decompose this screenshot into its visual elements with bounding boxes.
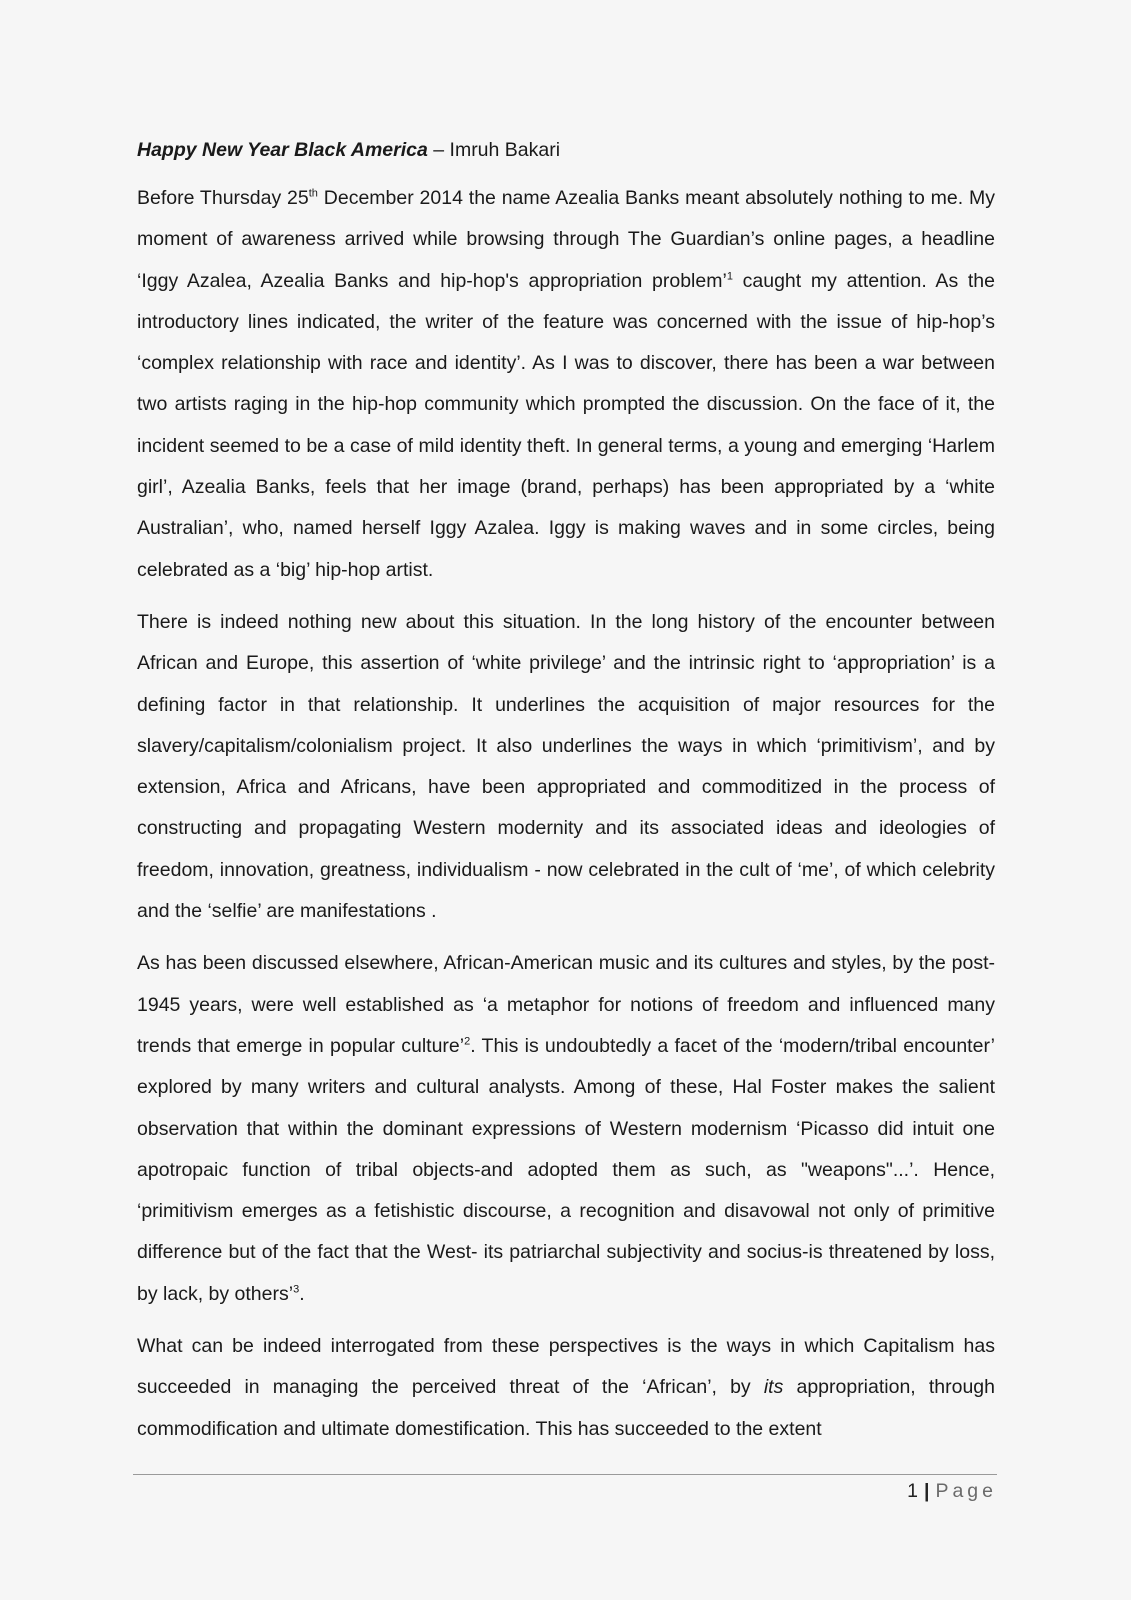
paragraph-text: As has been discussed elsewhere, African-American music and its cultures and styles, by the post-1945 years, were well established as ‘a metaphor for notions of freedom and influenced many trends that emerge in popular culture’: [137, 952, 995, 1057]
page-label: Page: [935, 1480, 997, 1502]
footer-separator: |: [923, 1480, 930, 1502]
footnote-marker: th: [308, 187, 318, 200]
paragraph-text: appropriation, through commodification and ultimate domestification. This has succeeded to the extent: [137, 1376, 995, 1440]
paragraph-text: What can be indeed interrogated from these perspectives is the ways in which Capitalism has succeeded in managing the perceived threat of the ‘African’, by: [137, 1335, 995, 1399]
footnote-marker: 3: [293, 1283, 300, 1296]
footnote-marker: 1: [726, 270, 733, 283]
document-author: Imruh Bakari: [449, 139, 561, 161]
emphasis-text: its: [763, 1376, 784, 1399]
footnote-marker: 2: [464, 1035, 471, 1048]
document-body: [137, 178, 995, 1450]
paragraph-text: caught my attention. As the introductory lines indicated, the writer of the feature was concerned with the issue of hip-hop’s ‘complex relationship with race and identity’. As I was to discover, there has been a war between two artists raging in the hip-hop community which prompted the discussion. On the face of it, the incident seemed to be a case of mild identity theft. In general terms, a young and emerging ‘Harlem girl’, Azealia Banks, feels that her image (brand, perhaps) has been appropriated by a ‘white Australian’, who, named herself Iggy Azalea. Iggy is making waves and in some circles, being celebrated as a ‘big’ hip-hop artist.: [137, 269, 995, 581]
document-title: Happy New Year Black America: [137, 139, 428, 161]
page-footer: [907, 1480, 997, 1503]
document-heading: [137, 134, 995, 166]
paragraph-text: Before Thursday 25: [137, 187, 309, 209]
title-separator: –: [427, 139, 450, 161]
document-page: [137, 134, 995, 1461]
paragraph: [137, 943, 995, 1315]
paragraph: [137, 1326, 995, 1450]
footer-divider: [133, 1474, 997, 1475]
paragraph-text: There is indeed nothing new about this situation. In the long history of the encounter between African and Europe, this assertion of ‘white privilege’ and the intrinsic right to ‘appropriation’ is a defining factor in that relationship. It underlines the acquisition of major resources for the slavery/capitalism/colonialism project. It also underlines the ways in which ‘primitivism’, and by extension, Africa and Africans, have been appropriated and commoditized in the process of constructing and propagating Western modernity and its associated ideas and ideologies of freedom, innovation, greatness, individualism - now celebrated in the cult of ‘me’, of which celebrity and the ‘selfie’ are manifestations .: [137, 610, 995, 923]
paragraph: [137, 602, 995, 932]
paragraph-text: . This is undoubtedly a facet of the ‘modern/tribal encounter’ explored by many writers and cultural analysts. Among of these, Hal Foster makes the salient observation that within the dominant expressions of Western modernism ‘Picasso did intuit one apotropaic function of tribal objects-and adopted them as such, as "weapons"...’. Hence, ‘primitivism emerges as a fetishistic discourse, a recognition and disavowal not only of primitive difference but of the fact that the West- its patriarchal subjectivity and socius-is threatened by loss, by lack, by others’: [137, 1034, 995, 1305]
paragraph-text: .: [299, 1282, 305, 1305]
paragraph: [137, 178, 995, 591]
paragraph-text: December 2014 the name Azealia Banks meant absolutely nothing to me. My moment of awareness arrived while browsing through The Guardian’s online pages, a headline ‘Iggy Azalea, Azealia Banks and hip-hop's appropriation problem’: [137, 187, 995, 292]
page-number: 1: [907, 1480, 918, 1502]
